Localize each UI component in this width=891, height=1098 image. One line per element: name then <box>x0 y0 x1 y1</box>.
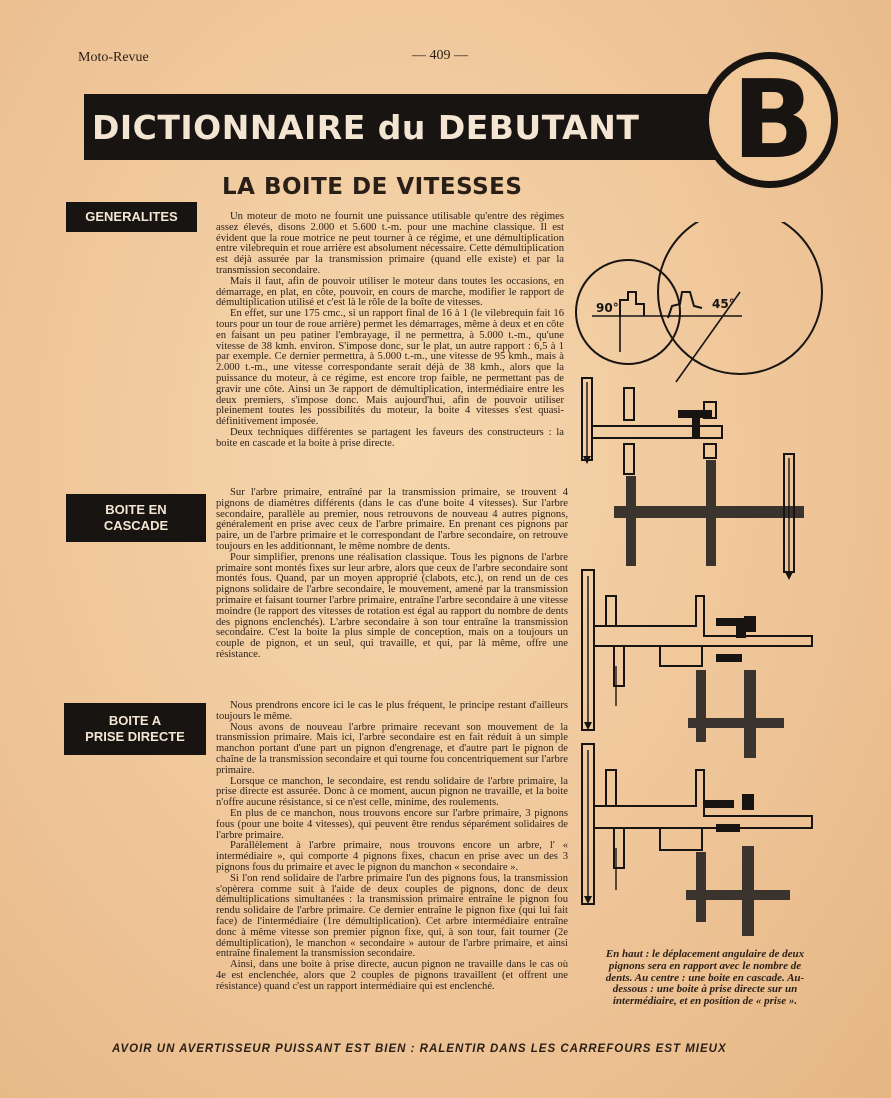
small-gear-circle <box>576 260 680 364</box>
gear <box>606 596 616 626</box>
footer-slogan: AVOIR UN AVERTISSEUR PUISSANT EST BIEN : RALENTIR DANS LES CARREFOURS EST MIEUX <box>112 1043 727 1055</box>
paragraph: Parallèlement à l'arbre primaire, nous trouvons encore un arbre, l' « intermédiaire », qui comporte 4 pignons fixes, chacun en prise avec un des 3 pignons fous du primaire et avec le pignon du manchon « secondaire ». <box>216 840 568 873</box>
paragraph: Pour simplifier, prenons une réalisation classique. Tous les pignons de l'arbre primaire sont montés fixes sur leur arbre, alors que ceux de l'arbre secondaire sont montés fous. Quand, par un moyen approprié (clabots, etc.), on rend un de ces pignons solidaire de l'arbre secondaire, le mouvement, amené par la transmission primaire et faisant tourner l'arbre primaire, entraîne l'arbre secondaire à une vitesse moindre (le rapport des vitesses de rotation est égal au rapport du nombre de dents des pignons enclenchés). L'arbre secondaire à son tour entraîne la transmission secondaire. C'est la boite la plus simple de conception, mais on a toujours un couple de pignon, et un seul, qui travaille, et qui, par là même, offre une résistance. <box>216 551 568 660</box>
paragraph: Nous avons de nouveau l'arbre primaire recevant son mouvement de la transmission primaire. Mais ici, l'arbre secondaire est en fait réduit à un simple manchon portant d'une part un pignon d'engrenage, et d'autre part le pignon de chaîne de la transmission secondaire et qui tourne fou concentriquement sur l'arbre primaire. <box>216 721 568 776</box>
angle-label-left: 90° <box>596 301 619 315</box>
primary-shaft <box>594 596 812 646</box>
gear <box>624 388 634 420</box>
selector-fork <box>704 800 734 808</box>
direct-drive-gearbox-diagram <box>576 566 820 762</box>
secondary-shaft <box>614 506 804 518</box>
section-label-generalites <box>66 202 197 232</box>
gear-angle-diagram <box>572 222 828 386</box>
angle-label-right: 45° <box>712 297 735 311</box>
paragraph: Un moteur de moto ne fournit une puissance utilisable qu'entre des régimes assez élevés, disons 2.000 et 5.600 t.-m. pour une machine classique. Il est évident que la roue motrice ne peut tourner à ce régime, et une démultiplication entre vilebrequin et roue arrière est absolument nécessaire. Cette démultiplication est déjà assurée par la transmission primaire (quand elle existe) et par la transmission secondaire. <box>216 211 564 276</box>
section-label-line: BOITE EN <box>105 502 167 517</box>
paragraph: Lorsque ce manchon, le secondaire, est rendu solidaire de l'arbre primaire, la prise directe est assurée. Donc à ce moment, aucun pignon ne travaille, et la boite n'offre aucune résistance, si ce n'est celle, minime, des roulements. <box>216 775 568 809</box>
layshaft <box>688 718 784 728</box>
cascade-gearbox-diagram <box>574 372 810 584</box>
gear-stack <box>626 476 636 566</box>
banner-title: DICTIONNAIRE du DEBUTANT <box>92 108 640 147</box>
section-label-cascade <box>66 494 206 542</box>
selector-fork <box>678 410 712 418</box>
direct-drive-gearbox-prise-diagram <box>576 740 820 940</box>
article-title: LA BOITE DE VITESSES <box>222 174 523 200</box>
primary-shaft <box>594 770 812 828</box>
layshaft <box>686 890 790 900</box>
gear <box>606 770 616 806</box>
paragraph: En effet, sur une 175 cmc., si un rapport final de 16 à 1 (le vilebrequin fait 16 tours pour un tour de roue arrière) permet les démarrages, même à deux et en côte en faisant un peu patiner l'embrayage, il ne permettra, à 5.000 t.-m., qu'une vitesse de 38 kmh. environ. S'impose donc, sur le plat, un autre rapport : 6,5 à 1 par exemple. Ce dernier permettra, à 5.000 t.-m., une vitesse de 95 kmh., mais à 2.000 t.-m., une vitesse correspondante serait déjà de 38 kmh., alors que la puissance du moteur, à ce régime, est encore trop faible, ne permettant pas de gravir une côte. Ainsi un 3e rapport de démultiplication, intermédiaire entre les deux premiers, s'impose donc. Mais aujourd'hui, afin de pouvoir utiliser pleinement toutes les possibilités du moteur, la boite 4 vitesses s'est quasi-définitivement imposée. <box>216 308 564 428</box>
paragraph: Deux techniques différentes se partagent les faveurs des constructeurs : la boite en cascade et la boite à prise directe. <box>216 426 564 449</box>
sleeve <box>660 646 702 666</box>
paragraph: Sur l'arbre primaire, entraîné par la transmission primaire, se trouvent 4 pignons de diamètres différents (dans le cas d'une boite 4 vitesses). Sur l'arbre secondaire, parallèle au premier, nous retrouvons de nouveau 4 autres pignons, généralement en prise avec ceux de l'arbre primaire. En prenant ces pignons par paire, un de l'arbre primaire et le correspondant de l'arbre secondaire, on retrouve toujours en les additionnant, le même nombre de dents. <box>216 487 568 552</box>
gear <box>624 444 634 474</box>
gear-stack <box>696 852 706 922</box>
sleeve <box>660 828 702 850</box>
section-text-prise-directe <box>216 701 568 993</box>
gear-stack <box>696 670 706 742</box>
paragraph: Si l'on rend solidaire de l'arbre primaire l'un des pignons fous, la transmission s'opèrera comme suit à l'aide de deux couples de pignons, donc de deux démultiplications simultanées : la transmission primaire entraîne le pignon fou rendu solidaire de l'arbre primaire. Ce dernier entraîne le pignon fixe (qui lui fait face) de l'intermédiaire (1re démultiplication). Cet arbre intermédiaire entraîne donc à même vitesse son premier pignon fixe, qui, à son tour, fait tourner (2e démultiplication), le manchon « secondaire » autour de l'arbre primaire, et ainsi entraîne finalement la transmission secondaire. <box>216 872 568 960</box>
gear <box>744 616 756 632</box>
paragraph: Mais il faut, afin de pouvoir utiliser le moteur dans toutes les occasions, en démarrage, en plat, en côte, pouvoir, en cours de marche, modifier le rapport de démultiplication utilisé et c'est là le rôle de la boîte de vitesses. <box>216 275 564 309</box>
paragraph: Nous prendrons encore ici le cas le plus fréquent, le principe restant d'ailleurs toujours le même. <box>216 700 568 722</box>
section-label-line: CASCADE <box>103 518 169 533</box>
paragraph: Ainsi, dans une boite à prise directe, aucun pignon ne travaille dans le cas où 4e est enclenchée, alors que 2 couples de pignons travaillent (et offrent une résistance) quand c'est un rapport intermédiaire qui est enclenché. <box>216 959 568 992</box>
selector-fork <box>716 824 740 832</box>
section-label-line: BOITE A <box>108 713 162 728</box>
selector-fork <box>692 418 700 438</box>
arrow-head <box>584 896 592 904</box>
magazine-name: Moto-Revue <box>78 50 149 65</box>
section-label-prise-directe <box>64 703 206 755</box>
section-text-cascade <box>216 488 568 661</box>
dictionary-letter: B <box>732 58 815 183</box>
gear-teeth-left <box>620 292 644 316</box>
paragraph: En plus de ce manchon, nous trouvons encore sur l'arbre primaire, 3 pignons fous (pour une boite 4 vitesses), qui peuvent être rendus séparément solidaires de l'arbre primaire. <box>216 807 568 841</box>
gear <box>742 794 754 810</box>
large-gear-circle <box>658 222 822 374</box>
section-label-line: GENERALITES <box>85 209 178 224</box>
figure-caption: En haut : le déplacement angulaire de deux pignons sera en rapport avec le nombre de dents. Au centre : une boite en cascade. Au-dessous : une boite à prise directe sur un intermédiaire, et en position de « prise ». <box>605 948 805 1008</box>
selector-fork <box>716 654 742 662</box>
section-text-generalites <box>216 212 564 450</box>
primary-shaft <box>592 426 722 438</box>
gear-teeth-right <box>668 292 702 318</box>
gear <box>704 444 716 458</box>
page-number: — 409 — <box>412 48 468 63</box>
section-label-line: PRISE DIRECTE <box>85 729 185 744</box>
arrow-head <box>584 722 592 730</box>
